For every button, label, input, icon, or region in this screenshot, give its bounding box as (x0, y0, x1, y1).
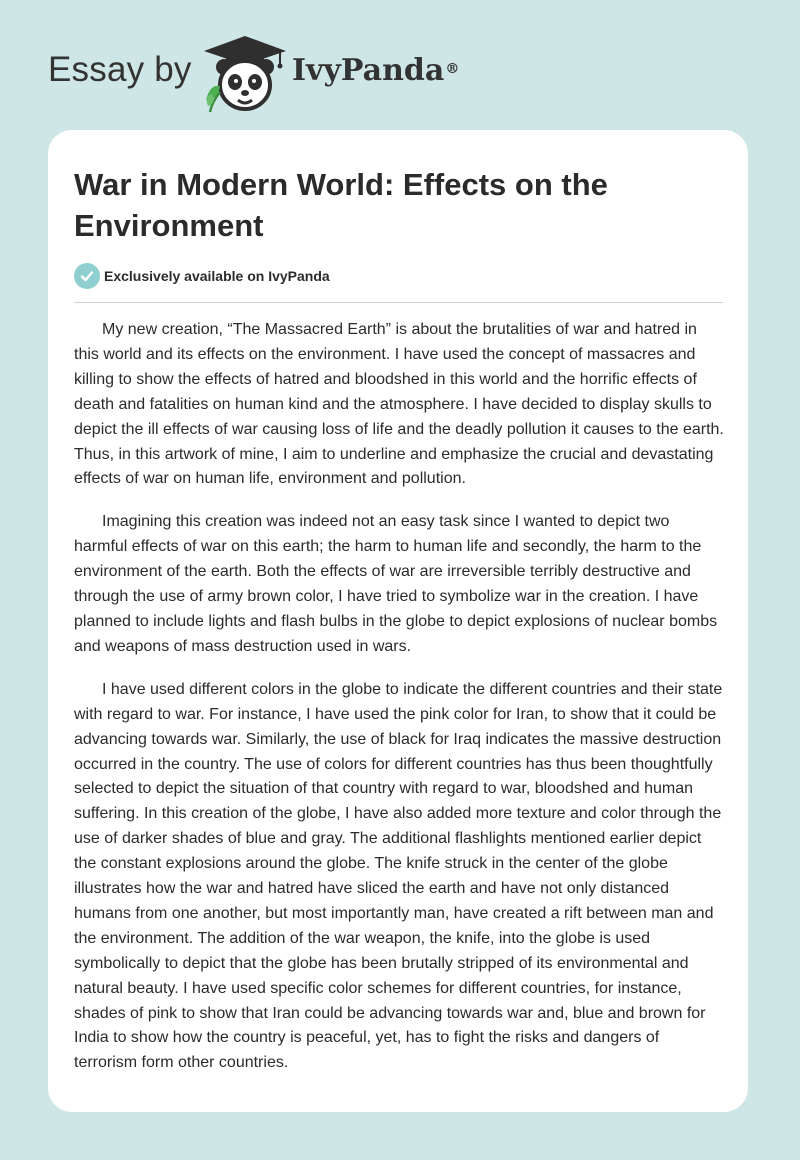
site-header (48, 34, 508, 114)
panda-graduate-icon[interactable] (202, 34, 288, 114)
ivypanda-brand[interactable] (292, 52, 459, 90)
essay-card (48, 130, 748, 1112)
paragraph: My new creation, “The Massacred Earth” is about the brutalities of war and hatred in this world and its effects on the environment. I have used the concept of massacres and killing to show the effects of hatred and bloodshed in this world and the horrific effects of death and fatalities on human kind and the atmosphere. I have decided to display skulls to depict the ill effects of war causing loss of life and the deadly pollution it causes to the earth. Thus, in this artwork of mine, I aim to underline and emphasize the crucial and devastating effects of war on human life, environment and pollution. (74, 321, 724, 488)
registered-mark: ® (445, 61, 460, 77)
check-badge-icon (74, 263, 100, 289)
exclusive-label: Exclusively available on IvyPanda (104, 268, 330, 284)
essay-by-label: Essay by (48, 50, 192, 89)
paragraph: I have used different colors in the globe to indicate the different countries and their state with regard to war. For instance, I have used the pink color for Iran, to show that it could be advancing towards war. Similarly, the use of black for Iraq indicates the massive destruction occurred in the country. The use of colors for different countries has thus been thoughtfully selected to depict the situation of that country with regard to war, bloodshed and human suffering. In this creation of the globe, I have also added more texture and color through the use of darker shades of blue and gray. The additional flashlights mentioned earlier depict the constant explosions around the globe. The knife struck in the center of the globe illustrates how the war and hatred have sliced the earth and have not only distanced humans from one another, but most importantly man, have created a rift between man and the environment. The addition of the war weapon, the knife, into the globe is used symbolically to depict that the globe has been brutally stripped of its environmental and natural beauty. I have used specific color schemes for different countries, for instance, shades of pink to show that Iran could be advancing towards war and, blue and brown for India to show how the country is peaceful, yet, has to fight the risks and dangers of terrorism form other countries. (74, 680, 723, 1072)
essay-body (74, 318, 725, 1094)
divider (74, 302, 723, 303)
exclusive-badge (74, 263, 330, 289)
page-title: War in Modern World: Effects on the Environment (74, 167, 608, 243)
brand-name: IvyPanda (292, 53, 445, 88)
paragraph: Imagining this creation was indeed not an easy task since I wanted to depict two harmful effects of war on this earth; the harm to human life and secondly, the harm to the environment of the earth. Both the effects of war are irreversible terribly destructive and through the use of army brown color, I have tried to symbolize war in the creation. I have planned to include lights and flash bulbs in the globe to depict explosions of nuclear bombs and weapons of mass destruction used in wars. (74, 513, 718, 655)
